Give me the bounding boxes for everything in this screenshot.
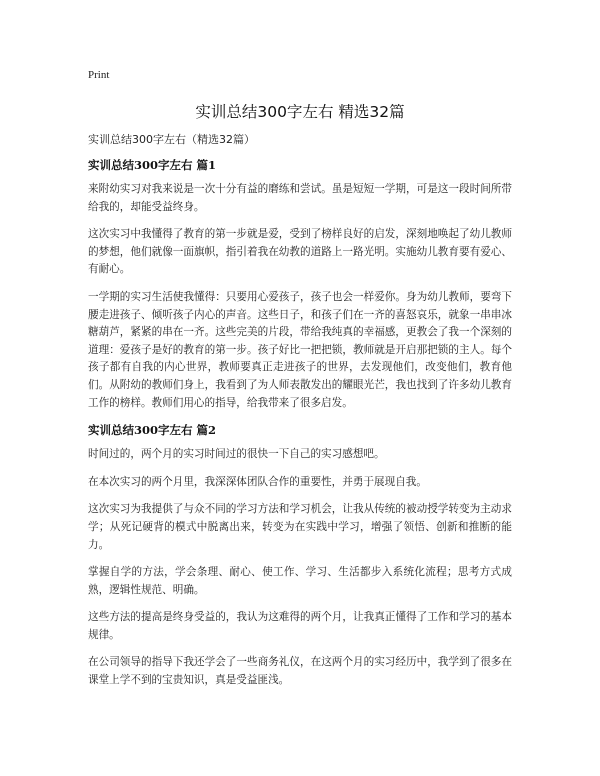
print-label[interactable]: Print <box>88 69 110 81</box>
section-heading: 实训总结300字左右 篇2 <box>88 423 217 438</box>
paragraph: 在公司领导的指导下我还学会了一些商务礼仪，在这两个月的实习经历中，我学到了很多在课堂上学不到的宝贵知识，真是受益匪浅。 <box>88 656 512 687</box>
section-1 <box>88 157 512 412</box>
paragraph: 这次实习中我懂得了教育的第一步就是爱，受到了榜样良好的启发，深刻地唤起了幼儿教师的梦想，他们就像一面旗帜，指引着我在幼教的道路上一路光明。实施幼儿教育要有爱心、有耐心。 <box>88 228 512 276</box>
section-heading: 实训总结300字左右 篇1 <box>88 158 217 172</box>
paragraph: 这些方法的提高是终身受益的，我认为这难得的两个月，让我真正懂得了工作和学习的基本规律。 <box>88 611 512 641</box>
paragraph: 掌握自学的方法，学会条理、耐心、使工作、学习、生活都步入系统化流程；思考方式成熟，逻辑性规范、明确。 <box>88 566 512 596</box>
document-subtitle: 实训总结300字左右（精选32篇） <box>88 133 255 146</box>
paragraph: 这次实习为我提供了与众不同的学习方法和学习机会，让我从传统的被动授学转变为主动求学；从死记硬背的模式中脱离出来，转变为在实践中学习，增强了领悟、创新和推断的能力。 <box>88 503 512 551</box>
section-2 <box>88 422 512 690</box>
paragraph: 时间过的，两个月的实习时间过的很快一下自己的实习感想吧。 <box>88 448 385 461</box>
page-title: 实训总结300字左右 精选32篇 <box>195 103 405 121</box>
paragraph: 一学期的实习生活使我懂得：只要用心爱孩子，孩子也会一样爱你。身为幼儿教师，要弯下腰走进孩子、倾听孩子内心的声音。这些日子，和孩子们在一齐的喜怒哀乐，就象一串串冰糖葫芦，紧紧的串在一齐。这些完美的片段，带给我纯真的幸福感，更教会了我一个深刻的道理：爱孩子是好的教育的第一步。孩子好比一把把锁，教师就是开启那把锁的主人。每个孩子都有自我的内心世界，教师要真正走进孩子的世界，去发现他们，改变他们，教育他们。从附幼的教师们身上，我看到了为人师表散发出的耀眼光芒，我也找到了许多幼儿教育工作的榜样。教师们用心的指导，给我带来了很多启发。 <box>88 290 512 409</box>
paragraph: 来附幼实习对我来说是一次十分有益的磨练和尝试。虽是短短一学期，可是这一段时间所带给我的，却能受益终身。 <box>88 183 512 213</box>
paragraph: 在本次实习的两个月里，我深深体团队合作的重要性，并勇于展现自我。 <box>88 475 427 488</box>
